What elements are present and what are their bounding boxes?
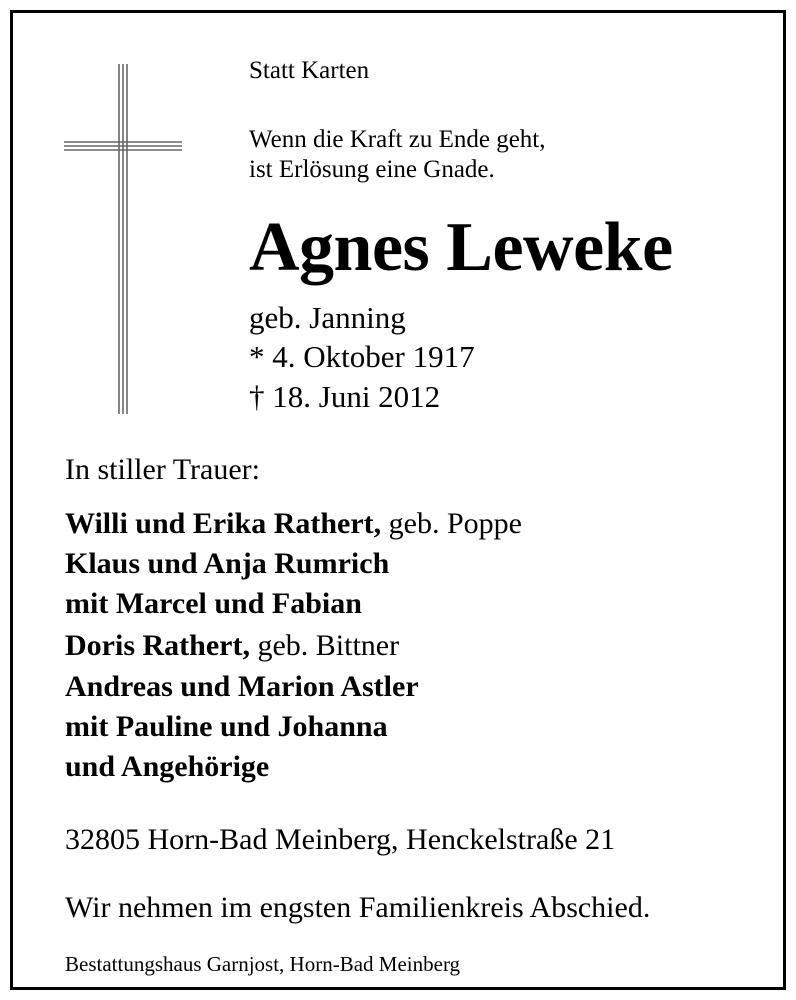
address: 32805 Horn-Bad Meinberg, Henckelstraße 21	[65, 823, 616, 856]
mourner-bold: mit Marcel und Fabian	[65, 587, 362, 620]
death-date: † 18. Juni 2012	[249, 379, 441, 414]
verse-line-1: Wenn die Kraft zu Ende geht,	[249, 126, 546, 153]
mourner-line	[65, 672, 419, 702]
mourner-bold: Doris Rathert,	[65, 629, 250, 662]
mourner-bold: Andreas und Marion Astler	[65, 670, 419, 703]
mourner-line	[65, 752, 269, 782]
mourner-line	[65, 509, 522, 539]
farewell-note: Wir nehmen im engsten Familienkreis Abschied.	[65, 891, 651, 924]
mourner-line	[65, 589, 362, 619]
mourner-line	[65, 549, 389, 579]
funeral-home: Bestattungshaus Garnjost, Horn-Bad Meinberg	[65, 952, 461, 976]
mourner-line	[65, 631, 399, 661]
birth-date: * 4. Oktober 1917	[249, 339, 475, 374]
mourning-intro: In stiller Trauer:	[65, 453, 260, 486]
mourner-rest: geb. Poppe	[381, 507, 522, 540]
mourner-bold: mit Pauline und Johanna	[65, 710, 388, 743]
deceased-name: Agnes Leweke	[249, 209, 673, 286]
cross-icon	[64, 64, 182, 414]
header-note: Statt Karten	[249, 57, 370, 84]
mourner-line	[65, 712, 388, 742]
mourner-bold: und Angehörige	[65, 750, 270, 783]
mourner-bold: Klaus und Anja Rumrich	[65, 547, 390, 580]
mourner-bold: Willi und Erika Rathert,	[65, 507, 382, 540]
verse-line-2: ist Erlösung eine Gnade.	[249, 156, 495, 183]
birth-name: geb. Janning	[249, 300, 406, 335]
mourner-rest: geb. Bittner	[249, 629, 400, 662]
